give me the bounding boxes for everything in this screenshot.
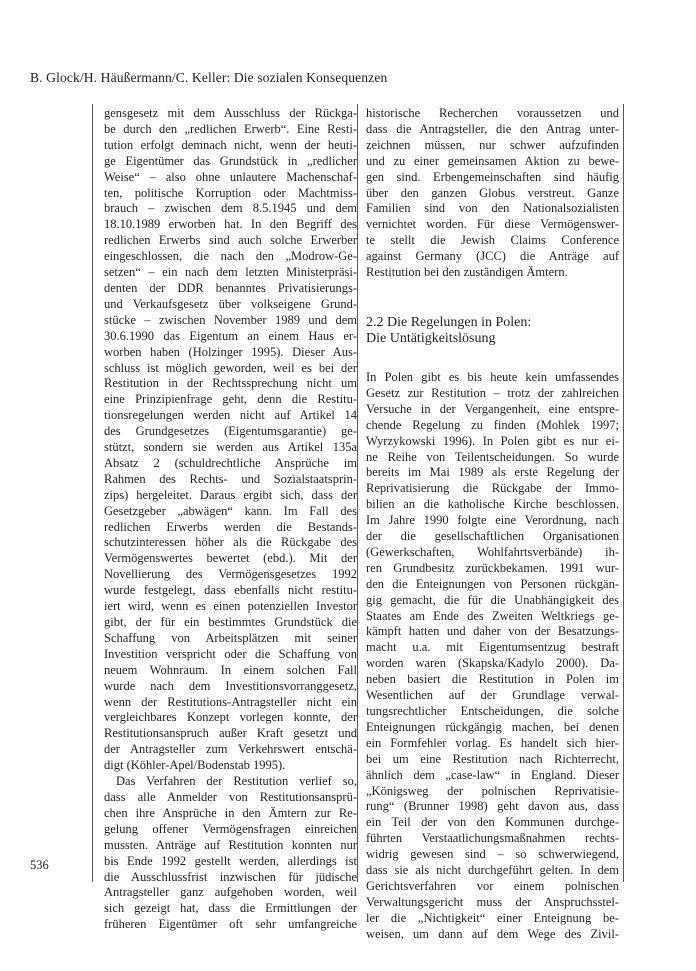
text-line: Im Jahre 1990 folgte eine Verordnung, nach (366, 513, 619, 528)
text-line: Weise“ – also ohne unlautere Machenschaf- (104, 169, 357, 184)
left-column (104, 106, 357, 933)
text-line: chen ihre Ansprüche in den Ämtern zur Re- (104, 805, 357, 820)
text-line: stützt, sondern sie werden aus Artikel 135a (104, 440, 357, 455)
text-line: Antragsteller ganz aufgehoben worden, weil (104, 885, 357, 900)
text-line: Restitution bei den zuständigen Ämtern. (366, 265, 568, 280)
text-line: iert wird, wenn es einen potenziellen Investor (104, 599, 357, 614)
text-line: redlichen Erwerbs sind auch solche Erwerber (104, 233, 357, 248)
text-line: mussten. Anträge auf Restitution konnten nur (104, 837, 357, 852)
text-line: Restitution in der Rechtssprechung nicht um (104, 376, 357, 391)
text-line: digt (Köhler-Apel/Bodenstab 1995). (104, 758, 286, 773)
text-line: ten, politische Korruption oder Machtmiss- (104, 185, 357, 200)
text-line: bilien an die katholische Kirche beschlossen. (366, 497, 619, 512)
text-line: te stellt die Jewish Claims Conference (366, 233, 619, 248)
text-line: vernichtet worden. Für diese Vermögenswer- (366, 217, 619, 232)
text-line: zeichnen müssen, nur schwer aufzufinden (366, 137, 619, 152)
text-line: gibt, der für ein bestimmtes Grundstück die (104, 615, 357, 629)
text-line: Versuche in der Vergangenheit, eine entspre- (366, 401, 619, 416)
text-line: Das Verfahren der Restitution verlief so, (116, 774, 357, 789)
text-line: worben haben (Holzinger 1995). Dieser Aus- (104, 344, 357, 359)
text-line: Staates am Ende des Zweiten Weltkriegs ge- (366, 608, 619, 623)
text-line: redlichen Erwerbs werden die Bestands- (104, 519, 357, 534)
text-line: weisen, um dann auf dem Wege des Zivil- (366, 926, 619, 941)
text-line: chende Regelung zu finden (Mohlek 1997; (366, 417, 619, 432)
text-line: ne Reihe von Teilentscheidungen. So wurde (366, 449, 619, 464)
text-line: Wesentlichen auf der Grundlage verwal- (366, 688, 619, 703)
text-line: tution erfolgt demnach nicht, wenn der heuti- (104, 137, 357, 152)
text-line: ein Formfehler vorlag. Es handelt sich hier- (366, 735, 619, 750)
text-line: gelung offener Vermögensfragen einreichen (104, 821, 357, 836)
text-line: widrig gewesen sind – so schwerwiegend, (366, 847, 619, 862)
text-line: gen sind. Erbengemeinschaften sind häufig (366, 169, 619, 184)
text-line: bis Ende 1992 gestellt werden, allerdings ist (104, 853, 357, 868)
text-line: Vermögenswertes bewertet (ebd.). Mit der (104, 551, 357, 566)
text-line: Reprivatisierung die Rückgabe der Immo- (366, 481, 619, 496)
text-line: schluss ist möglich geworden, weil es bei der (104, 360, 357, 375)
text-line: be durch den „redlichen Erwerb“. Eine Resti- (104, 121, 357, 136)
text-line: Absatz 2 (schuldrechtliche Ansprüche im (104, 455, 357, 470)
page-number: 536 (30, 858, 49, 872)
right-margin-rule (623, 104, 624, 882)
text-line: eingeschlossen, die nach den „Modrow-Ge- (104, 249, 357, 264)
text-line: wenn der Restitutions-Antragsteller nicht ein (104, 694, 357, 709)
right-column-body (366, 370, 619, 943)
text-line: wurde nach dem Investitionsvorranggesetz, (104, 678, 357, 693)
text-line: und Verkaufsgesetz über volkseigene Grund- (104, 296, 357, 311)
text-line: Novellierung des Vermögensgesetzes 1992 (104, 567, 357, 582)
text-line: zips) hergeleitet. Daraus ergibt sich, dass der (104, 487, 357, 502)
text-line: (Gewerkschaften, Wohlfahrtsverbände) ih- (366, 544, 619, 559)
text-line: neben basiert die Restitution in Polen im (366, 672, 619, 687)
text-line: vergleichbares Konzept vorlegen konnte, der (104, 710, 357, 725)
text-line: historische Recherchen voraussetzen und (366, 106, 619, 120)
text-line: Familien sind von den Nationalsozialisten (366, 201, 619, 216)
text-line: ähnlich dem „case-law“ in England. Dieser (366, 767, 619, 782)
text-line: gensgesetz mit dem Ausschluss der Rückga- (104, 106, 357, 120)
left-margin-rule (92, 104, 93, 882)
text-line: 18.10.1989 erworben hat. In den Begriff des (104, 217, 357, 232)
text-line: ler die „Nichtigkeit“ einer Enteignung be- (366, 910, 619, 925)
text-line: gig gemacht, die für die Unabhängigkeit des (366, 592, 619, 607)
text-line: schutzinteressen höher als die Rückgabe des (104, 535, 357, 550)
text-line: neuem Wohnraum. In einem solchen Fall (104, 662, 357, 677)
text-line: against Germany (JCC) die Anträge auf (366, 249, 619, 264)
text-line: Gesetz zur Restitution – trotz der zahlreichen (366, 385, 619, 400)
text-line: dass sie als nicht durchgeführt gelten. In dem (366, 863, 619, 878)
text-line: sich gezeigt hat, dass die Ermittlungen der (104, 901, 357, 916)
text-line: rung“ (Brunner 1998) geht davon aus, dass (366, 799, 619, 814)
text-line: 30.6.1990 das Eigentum an einem Haus er- (104, 328, 357, 343)
text-line: Restitutionsanspruch außer Kraft gesetzt und (104, 726, 357, 741)
text-line: bereits im Mai 1989 als erste Regelung der (366, 465, 619, 480)
text-line: der Antragsteller zum Verkehrswert entschä- (104, 742, 357, 757)
text-line: dass die Antragsteller, die den Antrag unter- (366, 121, 619, 136)
text-line: worden waren (Skapska/Kadylo 2000). Da- (366, 656, 619, 671)
text-line: In Polen gibt es bis heute kein umfassendes (366, 369, 619, 384)
text-line: tungsrechtlicher Entscheidungen, die solche (366, 704, 619, 718)
text-line: die Ausschlussfrist inzwischen für jüdische (104, 869, 357, 884)
text-line: der die gesellschaftlichen Organisationen (366, 529, 619, 544)
text-line: brauch – zwischen dem 8.5.1945 und dem (104, 201, 357, 216)
text-line: setzen“ – ein nach dem letzten Ministerpräsi- (104, 265, 357, 280)
text-line: ge Eigentümer das Grundstück in „redlicher (104, 153, 357, 168)
running-head: B. Glock/H. Häußermann/C. Keller: Die sozialen Konsequenzen (30, 70, 388, 85)
text-line: macht u.a. mit Eigentumsentzug bestraft (366, 640, 619, 655)
text-line: und zu einer gemeinsamen Aktion zu bewe- (366, 153, 619, 168)
text-line: „Königsweg der polnischen Reprivatisie- (366, 783, 619, 798)
text-line: des Grundgesetzes (Eigentumsgarantie) ge- (104, 424, 357, 439)
text-line: früheren Eigentümer oft sehr umfangreiche (104, 917, 357, 932)
text-line: Gesetzgeber „abwägen“ kann. Im Fall des (104, 503, 357, 518)
text-line: ein Teil der von den Kommunen durchge- (366, 815, 619, 830)
text-line: kämpft hatten und daher von der Besatzungs- (366, 624, 619, 639)
right-column-top-paragraph (366, 106, 619, 281)
text-line: Rahmen des Rechts- und Sozialstaatsprin- (104, 471, 357, 486)
text-line: eine Prinzipienfrage geht, denn die Restitu- (104, 392, 357, 407)
text-line: bei um eine Restitution nach Richterrecht, (366, 751, 619, 766)
text-line: Investition verspricht oder die Schaffung von (104, 646, 357, 661)
text-line: den die Enteignungen von Personen rückgän- (366, 576, 619, 591)
section-heading: 2.2 Die Regelungen in Polen: (366, 314, 532, 330)
text-line: denten der DDR benanntes Privatisierungs- (104, 280, 357, 295)
text-line: Verwaltungsgericht muss der Anspruchsstel- (366, 894, 619, 909)
section-subheading: Die Untätigkeitslösung (366, 330, 496, 346)
text-line: Enteignungen rückgängig machen, bei denen (366, 719, 619, 734)
text-line: wurde festgelegt, dass ebenfalls nicht restitu- (104, 583, 357, 598)
text-line: tionsregelungen werden nicht auf Artikel 14 (104, 408, 357, 423)
text-line: ren Grundbesitz zurückbekamen. 1991 wur- (366, 560, 619, 575)
text-line: über den ganzen Globus verstreut. Ganze (366, 185, 619, 200)
text-line: Schaffung von Arbeitsplätzen mit seiner (104, 630, 357, 645)
text-line: stücke – zwischen November 1989 und dem (104, 312, 357, 327)
text-line: führten Verstaatlichungsmaßnahmen rechts- (366, 831, 619, 846)
column-divider-rule (357, 104, 358, 882)
text-line: dass alle Anmelder von Restitutionsansprü- (104, 789, 357, 804)
right-column (366, 106, 619, 943)
text-line: Gerichtsverfahren vor einem polnischen (366, 878, 619, 893)
text-line: Wyrzykowski 1996). In Polen gibt es nur ei- (366, 433, 619, 448)
